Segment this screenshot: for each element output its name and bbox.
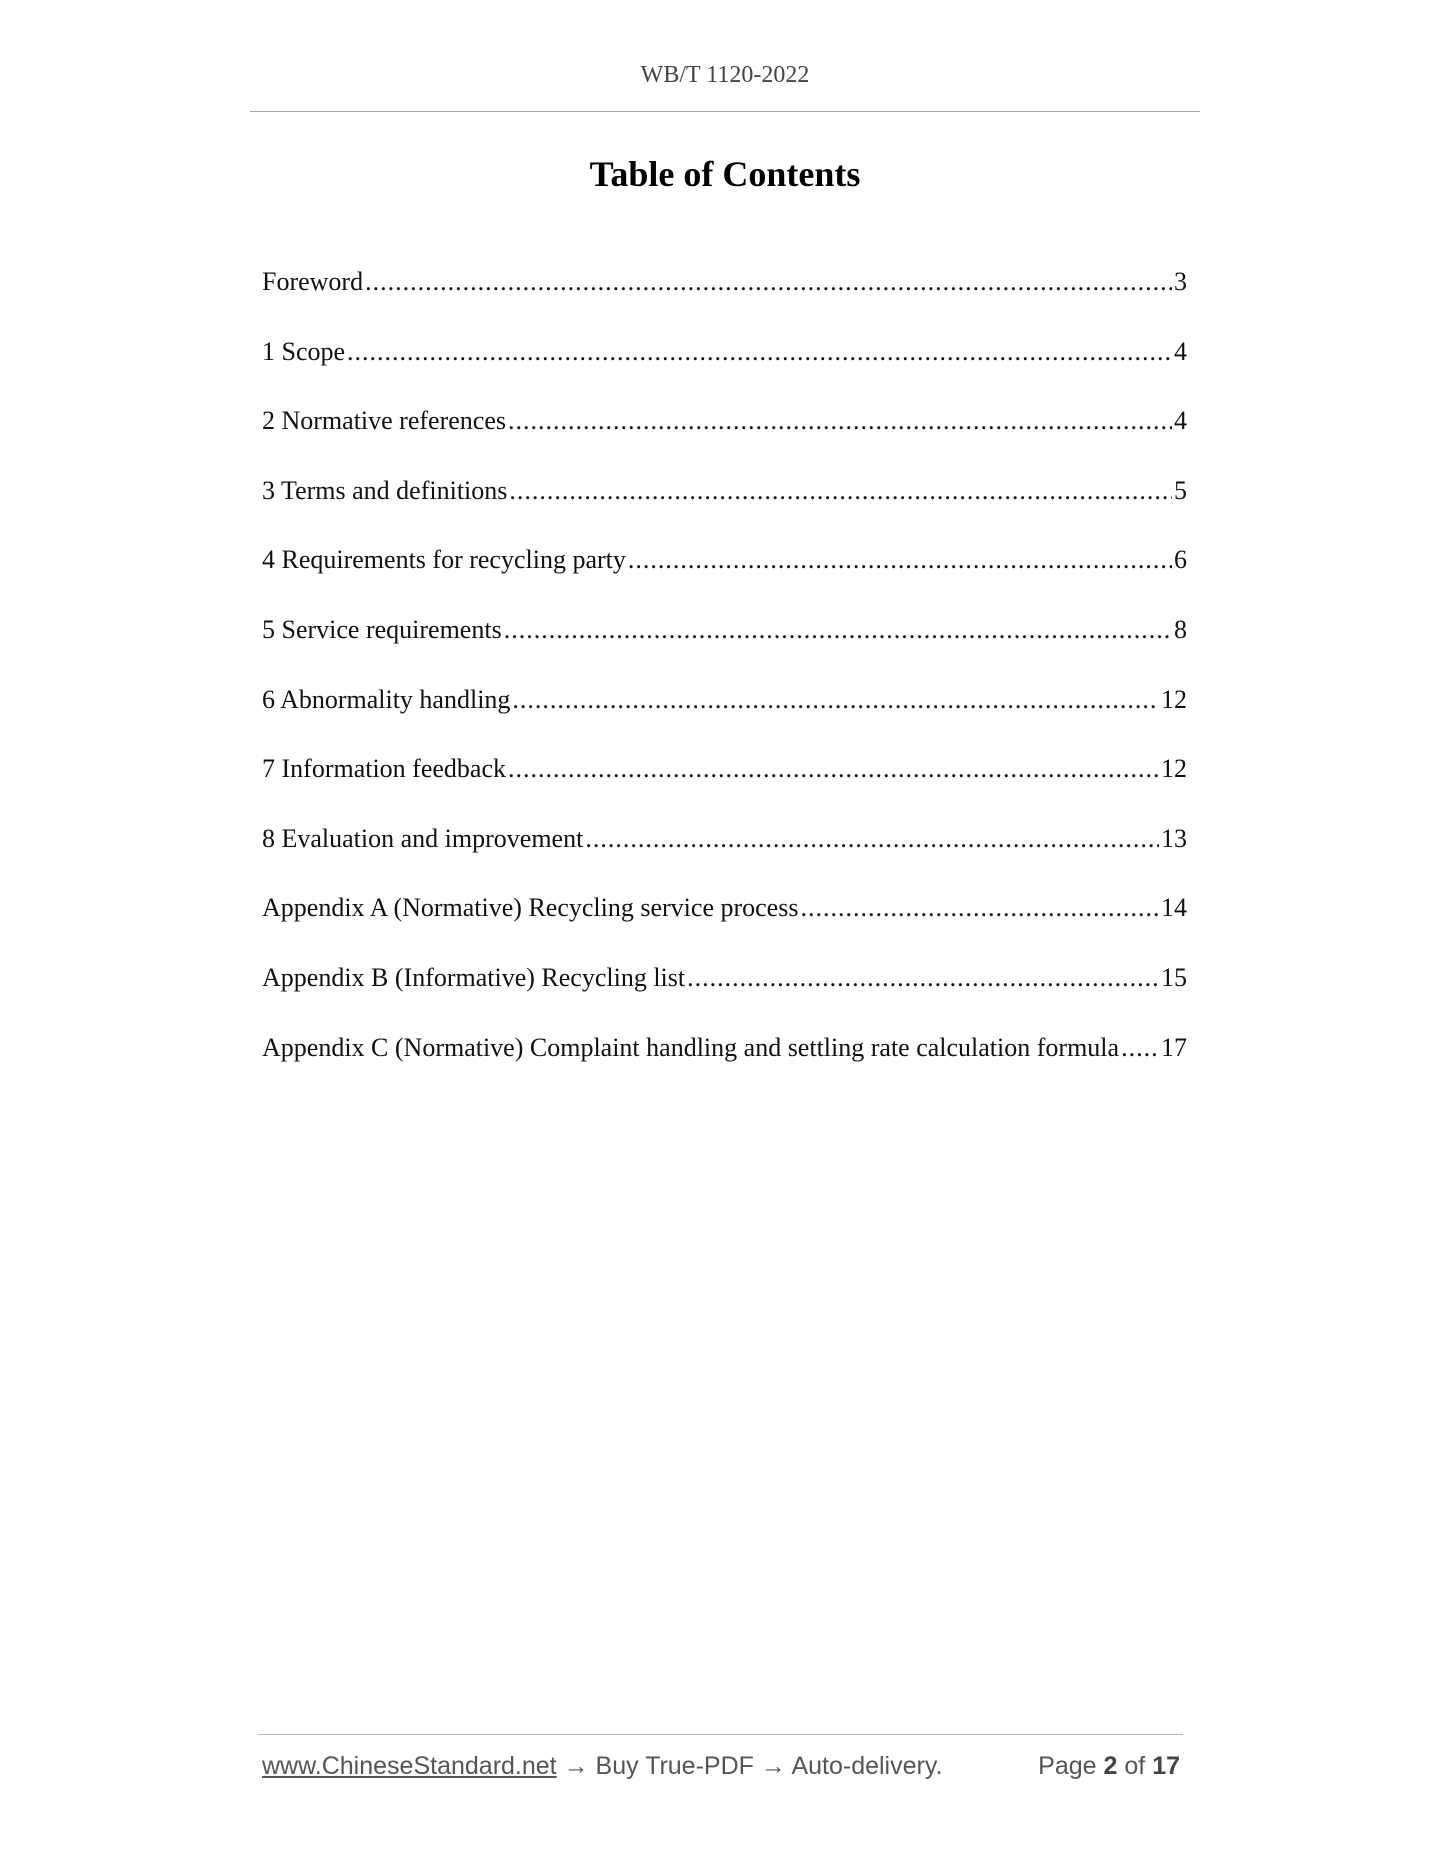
toc-entry-title: 1 Scope xyxy=(262,336,346,366)
page-indicator xyxy=(1038,1752,1180,1781)
toc-title: Table of Contents xyxy=(589,154,861,194)
arrow-right-icon: → xyxy=(563,1752,589,1780)
toc-entry-title: Foreword xyxy=(262,267,364,296)
dot-leader xyxy=(1121,1028,1159,1068)
toc-entry-title: 6 Abnormality handling xyxy=(262,684,511,714)
toc-entry-title: Appendix C (Normative) Complaint handling and settling rate calculation formula xyxy=(262,1032,1120,1062)
toc-entry[interactable] xyxy=(262,471,1187,541)
toc-entry[interactable] xyxy=(262,262,1187,332)
toc-entry-title: 2 Normative references xyxy=(262,406,506,436)
buy-text: Buy True-PDF xyxy=(595,1752,754,1780)
total-pages-number: 17 xyxy=(1152,1752,1180,1780)
dot-leader xyxy=(365,262,1172,302)
toc-entry-page: 13 xyxy=(1161,823,1187,853)
delivery-text: Auto-delivery. xyxy=(791,1752,943,1780)
dot-leader xyxy=(347,332,1172,372)
toc-entry-page: 4 xyxy=(1174,406,1187,436)
website-link[interactable]: www.ChineseStandard.net xyxy=(262,1752,557,1780)
toc-entry-page: 6 xyxy=(1174,545,1187,575)
footer-promo xyxy=(262,1752,942,1781)
toc-entry-title: Appendix B (Informative) Recycling list xyxy=(262,962,686,992)
toc-entry[interactable] xyxy=(262,819,1187,889)
toc-entry[interactable] xyxy=(262,680,1187,750)
dot-leader xyxy=(585,819,1159,859)
current-page-number: 2 xyxy=(1103,1752,1118,1780)
toc-entry-page: 15 xyxy=(1161,962,1187,992)
dot-leader xyxy=(512,680,1159,720)
document-code-header: WB/T 1120-2022 xyxy=(640,62,810,88)
toc-entry-page: 4 xyxy=(1174,336,1187,366)
toc-entry[interactable] xyxy=(262,401,1187,471)
dot-leader xyxy=(628,540,1172,580)
dot-leader xyxy=(687,958,1159,998)
dot-leader xyxy=(504,610,1172,650)
toc-entry-title: 4 Requirements for recycling party xyxy=(262,545,626,575)
page-footer xyxy=(262,1752,1180,1788)
toc-entry[interactable] xyxy=(262,749,1187,819)
toc-entry-page: 12 xyxy=(1161,684,1187,714)
page-label: Page xyxy=(1038,1752,1097,1780)
toc-entry-title: 5 Service requirements xyxy=(262,614,502,644)
arrow-right-icon: → xyxy=(760,1752,786,1780)
of-label: of xyxy=(1124,1752,1146,1780)
dot-leader xyxy=(508,401,1172,441)
dot-leader xyxy=(508,749,1159,789)
footer-divider xyxy=(258,1734,1183,1735)
toc-entry-page: 3 xyxy=(1174,267,1187,296)
toc-entry[interactable] xyxy=(262,888,1187,958)
toc-entry[interactable] xyxy=(262,1028,1187,1098)
toc-entry[interactable] xyxy=(262,958,1187,1028)
toc-entry-page: 8 xyxy=(1174,614,1187,644)
toc-entry-page: 17 xyxy=(1161,1032,1187,1062)
dot-leader xyxy=(800,888,1159,928)
header-divider xyxy=(250,111,1200,112)
toc-entry-title: 7 Information feedback xyxy=(262,754,507,784)
toc-entry-page: 12 xyxy=(1161,754,1187,784)
toc-entry[interactable] xyxy=(262,332,1187,402)
toc-entry-page: 5 xyxy=(1174,475,1187,505)
toc-entry-title: 8 Evaluation and improvement xyxy=(262,823,584,853)
toc-entry-page: 14 xyxy=(1161,893,1187,923)
toc-entry-title: 3 Terms and definitions xyxy=(262,475,508,505)
dot-leader xyxy=(509,471,1172,511)
toc-entry[interactable] xyxy=(262,610,1187,680)
toc-entry[interactable] xyxy=(262,540,1187,610)
toc-entry-title: Appendix A (Normative) Recycling service process xyxy=(262,893,799,923)
toc-list xyxy=(262,262,1187,1097)
